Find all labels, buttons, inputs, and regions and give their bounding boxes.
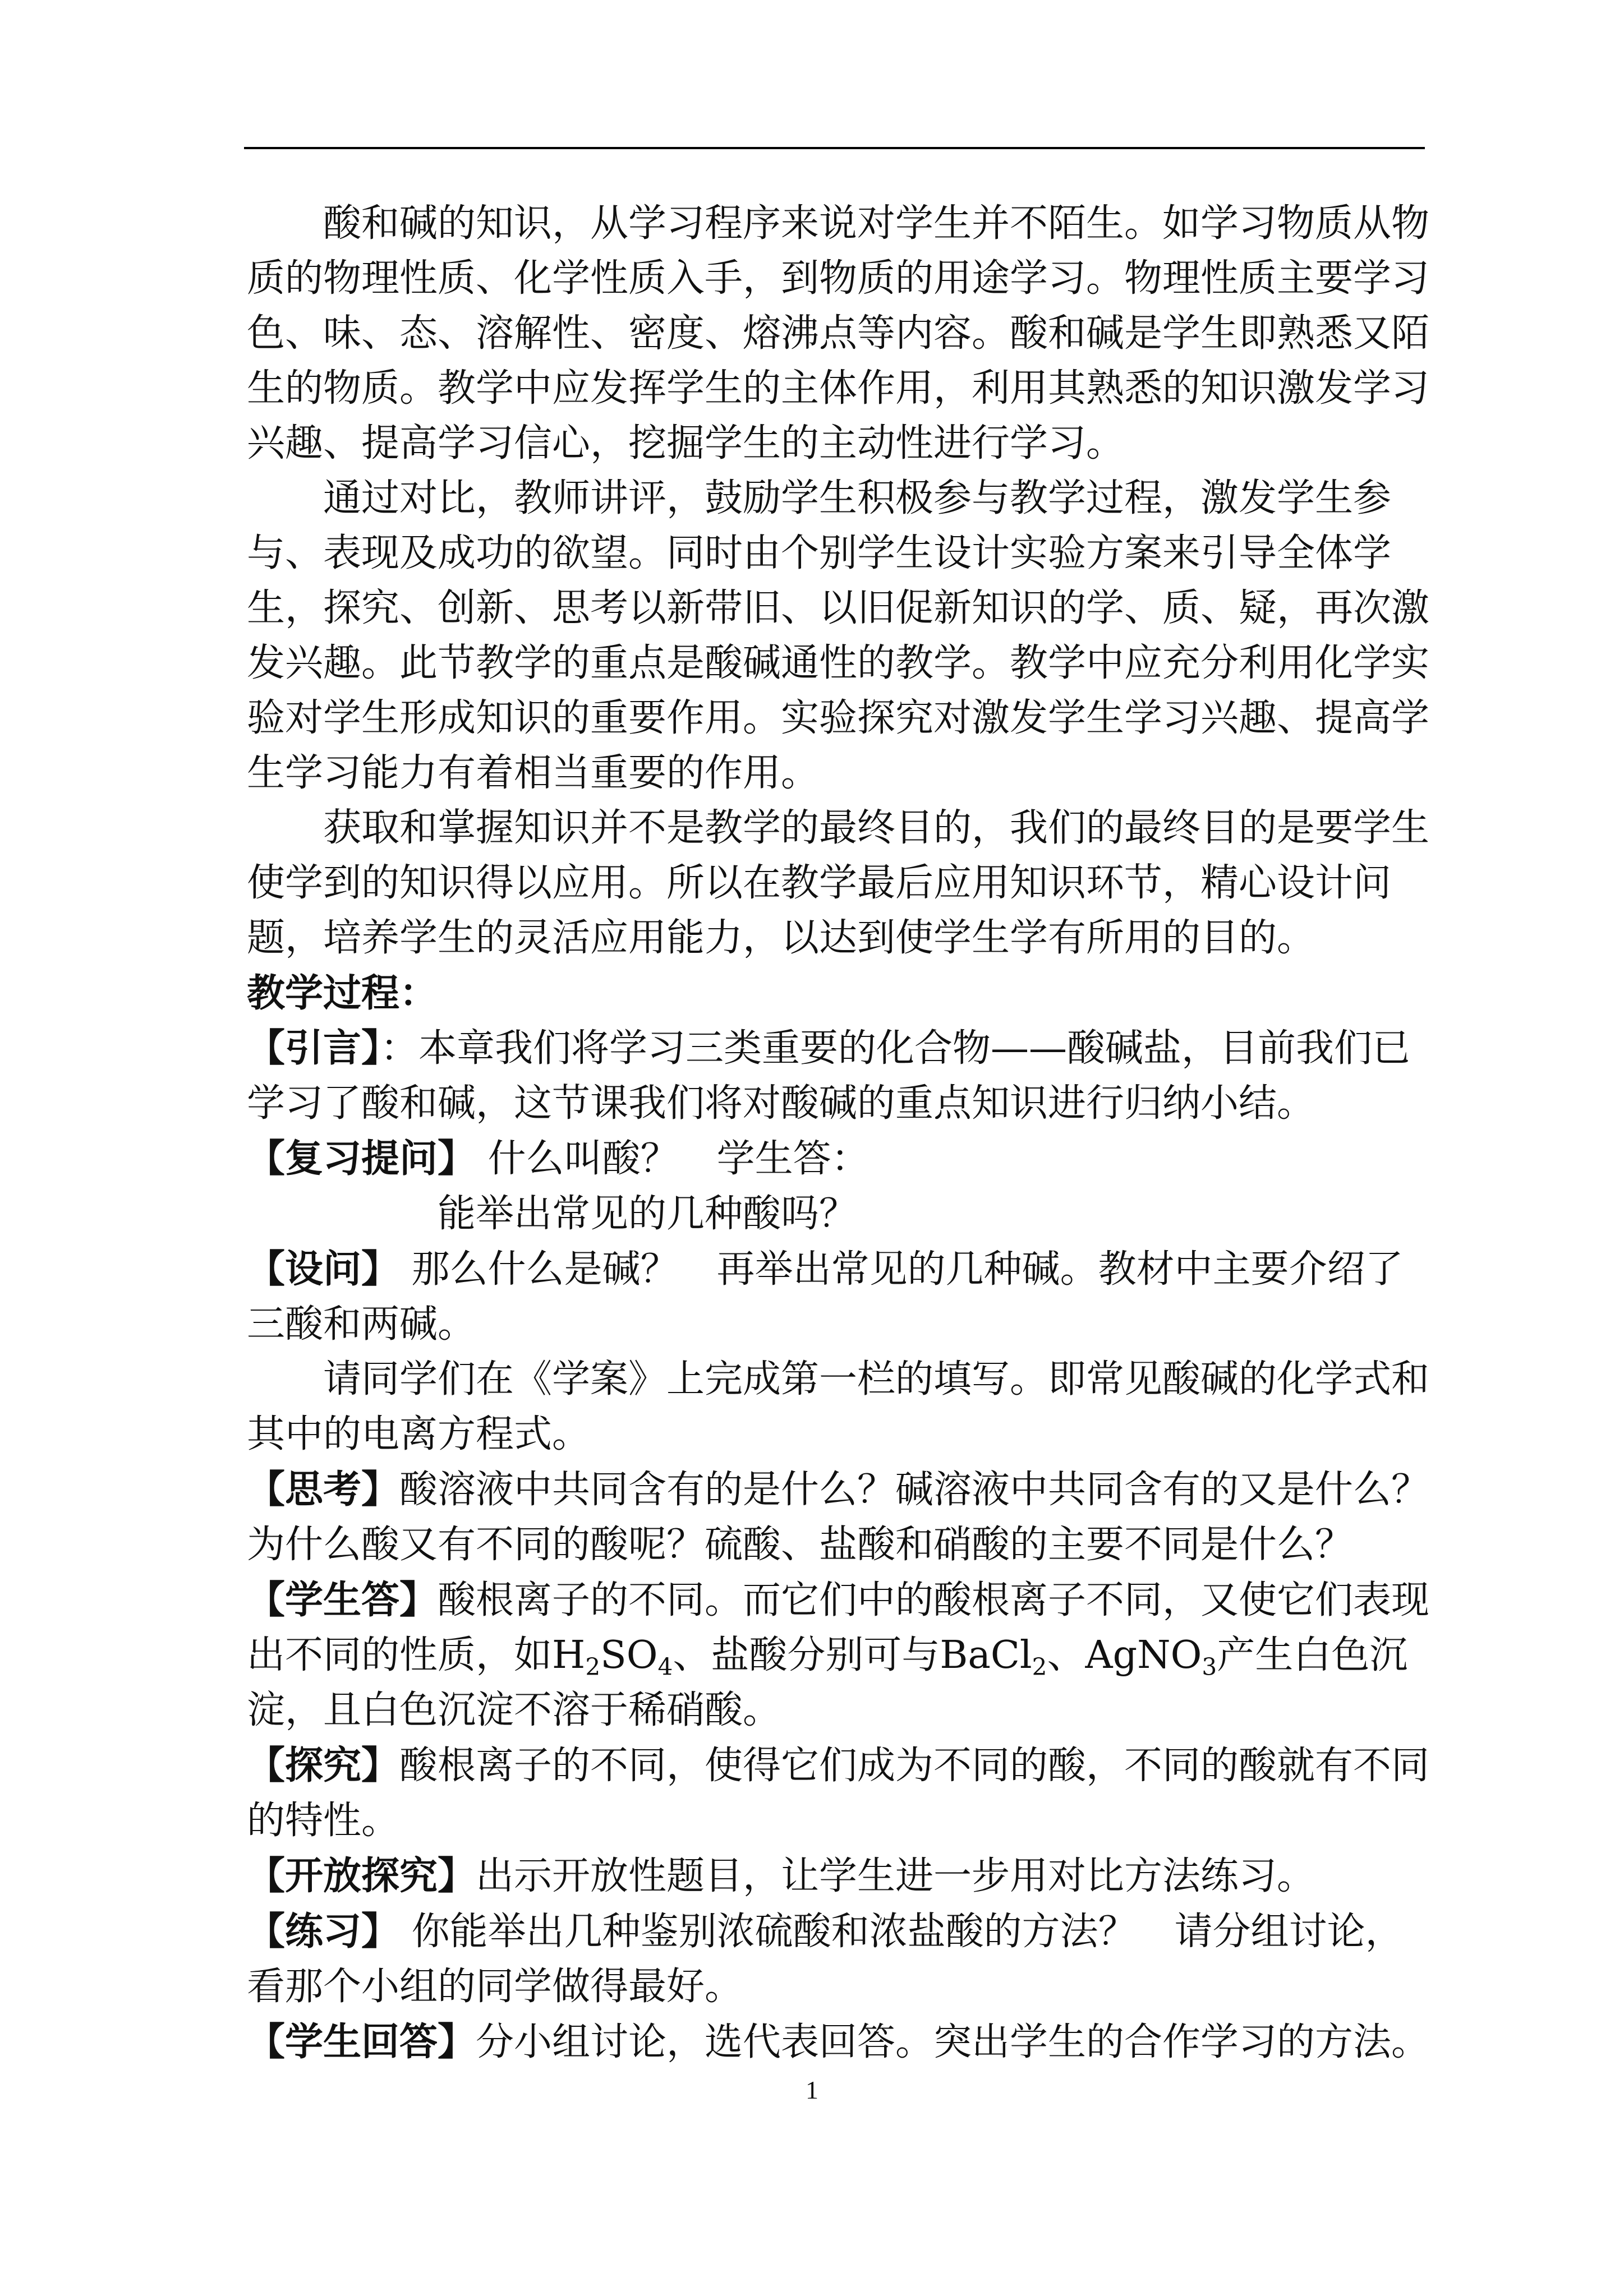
- student-answer-text-1: 酸根离子的不同。而它们中的酸根离子不同，又使它们表现出不同的性质，如: [247, 1578, 1430, 1677]
- set-question-text: 那么什么是碱？ 再举出常见的几种碱。教材中主要介绍了三酸和两碱。: [247, 1247, 1404, 1347]
- process-heading: 教学过程：: [247, 971, 438, 1016]
- formula-part: SO: [600, 1633, 658, 1677]
- student-answer-section: [247, 1573, 1430, 1738]
- review-label: 【复习提问】: [247, 1136, 476, 1181]
- explore-section: [247, 1738, 1430, 1848]
- formula-part: H: [552, 1633, 586, 1677]
- formula-subscript: 2: [585, 1653, 601, 1681]
- student-answer-text-2: 、盐酸分别可与: [673, 1633, 940, 1677]
- intro-text: ：本章我们将学习三类重要的化合物——酸碱盐，目前我们已学习了酸和碱，这节课我们将对酸碱的重点知识进行归纳小结。: [247, 1026, 1411, 1126]
- student-answer-text-4: 产生白色沉淀，且白色沉淀不溶于稀硝酸。: [247, 1633, 1408, 1732]
- set-question-label: 【设问】: [247, 1247, 400, 1292]
- think-text: 酸溶液中共同含有的是什么？碱溶液中共同含有的又是什么？为什么酸又有不同的酸呢？硫酸、盐酸和硝酸的主要不同是什么？: [247, 1468, 1430, 1567]
- formula-part: BaCl: [940, 1633, 1032, 1677]
- review-question: [247, 1131, 1430, 1187]
- intro-paragraph-1: 酸和碱的知识，从学习程序来说对学生并不陌生。如学习物质从物质的物理性质、化学性质入手，到物质的用途学习。物理性质主要学习色、味、态、溶解性、密度、熔沸点等内容。酸和碱是学生即熟悉又陌生的物质。教学中应发挥学生的主体作用，利用其熟悉的知识激发学习兴趣、提高学习信心，挖掘学生的主动性进行学习。: [247, 201, 1430, 465]
- formula-subscript: 4: [657, 1653, 673, 1681]
- open-explore-label: 【开放探究】: [247, 1854, 476, 1898]
- think-label: 【思考】: [247, 1467, 400, 1512]
- student-reply-label: 【学生回答】: [247, 2020, 476, 2064]
- explore-label: 【探究】: [247, 1743, 400, 1788]
- review-text: 什么叫酸？ 学生答：: [476, 1137, 869, 1181]
- think-section: [247, 1462, 1430, 1573]
- open-explore-section: [247, 1848, 1430, 1904]
- formula-subscript: 3: [1202, 1653, 1217, 1681]
- intro-section: [247, 1021, 1430, 1131]
- page-number: 1: [806, 2076, 818, 2104]
- document-body: [247, 196, 1430, 2070]
- intro-label: 【引言】: [247, 1026, 381, 1071]
- student-answer-label: 【学生答】: [247, 1578, 438, 1622]
- student-reply-section: [247, 2014, 1430, 2070]
- fill-note: 请同学们在《学案》上完成第一栏的填写。即常见酸碱的化学式和其中的电离方程式。: [247, 1357, 1430, 1456]
- formula-subscript: 2: [1032, 1653, 1047, 1681]
- set-question: [247, 1242, 1430, 1352]
- open-explore-text: 出示开放性题目，让学生进一步用对比方法练习。: [476, 1854, 1315, 1898]
- formula-part: AgNO: [1085, 1633, 1202, 1677]
- formula-h2so4: [552, 1633, 673, 1681]
- practice-section: [247, 1904, 1430, 2014]
- practice-text: 你能举出几种鉴别浓硫酸和浓盐酸的方法？ 请分组讨论，看那个小组的同学做得最好。: [247, 1910, 1404, 2009]
- practice-label: 【练习】: [247, 1909, 400, 1954]
- formula-bacl2: [940, 1633, 1047, 1681]
- review-followup: 能举出常见的几种酸吗？: [438, 1192, 858, 1236]
- explore-text: 酸根离子的不同，使得它们成为不同的酸，不同的酸就有不同的特性。: [247, 1744, 1430, 1843]
- student-reply-text: 分小组讨论，选代表回答。突出学生的合作学习的方法。: [476, 2020, 1430, 2064]
- intro-paragraph-3: 获取和掌握知识并不是教学的最终目的，我们的最终目的是要学生使学到的知识得以应用。所以在教学最后应用知识环节，精心设计问题，培养学生的灵活应用能力，以达到使学生学有所用的目的。: [247, 806, 1430, 960]
- student-answer-text-3: 、: [1047, 1633, 1085, 1677]
- intro-paragraph-2: 通过对比，教师讲评，鼓励学生积极参与教学过程，激发学生参与、表现及成功的欲望。同时由个别学生设计实验方案来引导全体学生，探究、创新、思考以新带旧、以旧促新知识的学、质、疑，再次激发兴趣。此节教学的重点是酸碱通性的教学。教学中应充分利用化学实验对学生形成知识的重要作用。实验探究对激发学生学习兴趣、提高学生学习能力有着相当重要的作用。: [247, 476, 1430, 795]
- header-rule: [244, 147, 1425, 149]
- formula-agno3: [1085, 1633, 1217, 1681]
